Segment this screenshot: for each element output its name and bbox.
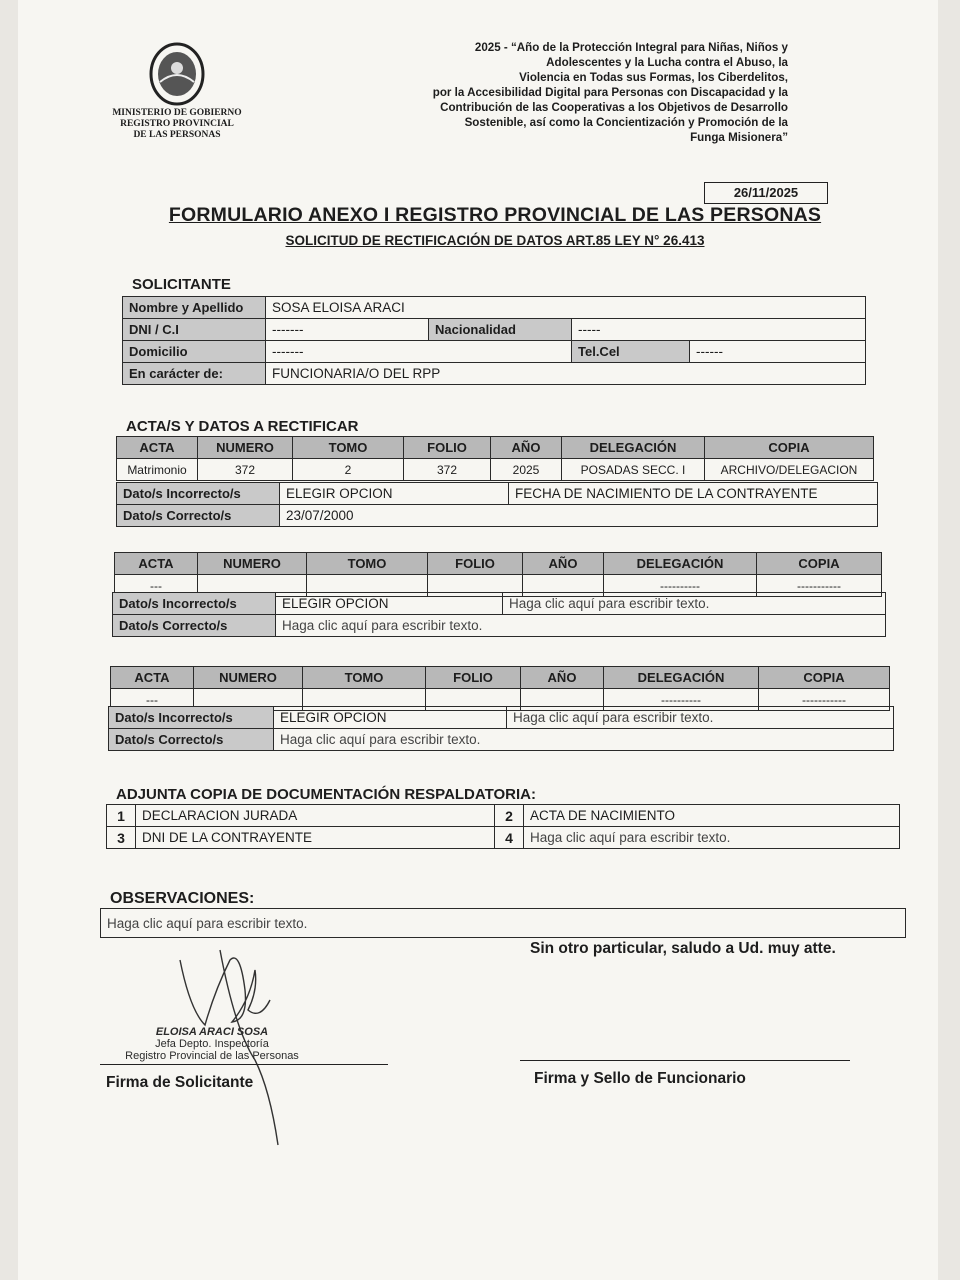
incorrect-label: Dato/s Incorrecto/s [117, 483, 280, 505]
page-title: FORMULARIO ANEXO I REGISTRO PROVINCIAL DE LAS PERSONAS [168, 204, 822, 226]
table-row [107, 805, 900, 827]
table-row [123, 363, 866, 385]
col-copia: COPIA [757, 553, 882, 575]
col-acta: ACTA [117, 437, 198, 459]
domicilio-field[interactable]: ------- [266, 341, 572, 363]
nacionalidad-label: Nacionalidad [429, 319, 572, 341]
doc-item-4[interactable]: Haga clic aquí para escribir texto. [524, 827, 900, 849]
acta-block-1-datos [116, 482, 878, 527]
year-motto: 2025 - “Año de la Protección Integral para Niñas, Niños y Adolescentes y la Lucha contra el Abuso, la Violencia en Todas sus Formas, los Ciberdelitos, por la Accesibilidad Digital para Personas con Discapacidad y la Contribución de las Cooperativas a los Objetivos de Desarrollo Sostenible, así como la Concientización y Promoción de la Funga Misionera” [432, 41, 788, 144]
col-numero: NUMERO [198, 553, 307, 575]
official-stamp [112, 1026, 312, 1062]
cell-delegacion[interactable]: POSADAS SECC. I [562, 459, 705, 481]
observaciones-field[interactable]: Haga clic aquí para escribir texto. [101, 909, 906, 938]
acta-block-3 [110, 666, 890, 711]
incorrect-text-field[interactable]: Haga clic aquí para escribir texto. [503, 593, 886, 615]
doc-number: 4 [495, 827, 524, 849]
correct-label: Dato/s Correcto/s [117, 505, 280, 527]
dni-field[interactable]: ------- [266, 319, 429, 341]
closing-text: Sin otro particular, saludo a Ud. muy atte. [530, 940, 836, 957]
cell-acta[interactable]: Matrimonio [117, 459, 198, 481]
acta-block-2-datos [112, 592, 886, 637]
incorrect-text-field[interactable]: FECHA DE NACIMIENTO DE LA CONTRAYENTE [509, 483, 878, 505]
cell-acta[interactable]: --- [111, 689, 194, 711]
domicilio-label: Domicilio [123, 341, 266, 363]
signature-line-funcionario [520, 1060, 850, 1061]
correct-text-field[interactable]: 23/07/2000 [280, 505, 878, 527]
table-header-row [115, 553, 882, 575]
name-field[interactable]: SOSA ELOISA ARACI [266, 297, 866, 319]
col-tomo: TOMO [303, 667, 426, 689]
table-header-row [111, 667, 890, 689]
stamp-name: ELOISA ARACI SOSA [155, 1026, 269, 1038]
col-numero: NUMERO [198, 437, 293, 459]
page-subtitle: SOLICITUD DE RECTIFICACIÓN DE DATOS ART.85 LEY N° 26.413 [285, 233, 705, 248]
acta-block-3-datos [108, 706, 894, 751]
stamp-org: Registro Provincial de las Personas [125, 1050, 299, 1062]
table-row [113, 593, 886, 615]
col-delegacion: DELEGACIÓN [604, 553, 757, 575]
col-acta: ACTA [111, 667, 194, 689]
table-row [117, 505, 878, 527]
table-row [117, 483, 878, 505]
col-delegacion: DELEGACIÓN [562, 437, 705, 459]
col-tomo: TOMO [293, 437, 404, 459]
table-header-row [117, 437, 874, 459]
seal-line: MINISTERIO DE GOBIERNO [112, 108, 242, 118]
col-copia: COPIA [705, 437, 874, 459]
incorrect-option-select[interactable]: ELEGIR OPCION [280, 483, 509, 505]
col-folio: FOLIO [426, 667, 521, 689]
section-solicitante: SOLICITANTE [132, 276, 231, 293]
table-row [109, 707, 894, 729]
doc-item-2[interactable]: ACTA DE NACIMIENTO [524, 805, 900, 827]
solicitante-table [122, 296, 866, 385]
section-actas: ACTA/S Y DATOS A RECTIFICAR [126, 418, 359, 435]
table-row [123, 319, 866, 341]
incorrect-option-select[interactable]: ELEGIR OPCION [274, 707, 507, 729]
table-row [113, 615, 886, 637]
incorrect-label: Dato/s Incorrecto/s [113, 593, 276, 615]
table-row [117, 459, 874, 481]
cell-numero[interactable]: 372 [198, 459, 293, 481]
signature-line-solicitante [100, 1064, 388, 1065]
col-tomo: TOMO [307, 553, 428, 575]
cell-copia[interactable]: ----------- [757, 575, 882, 597]
table-row [123, 297, 866, 319]
nacionalidad-field[interactable]: ----- [572, 319, 866, 341]
acta-block-1 [116, 436, 874, 481]
col-anio: AÑO [523, 553, 604, 575]
cell-anio[interactable]: 2025 [491, 459, 562, 481]
col-folio: FOLIO [404, 437, 491, 459]
ministry-seal [112, 38, 242, 141]
col-anio: AÑO [491, 437, 562, 459]
acta-block-2 [114, 552, 882, 597]
correct-text-field[interactable]: Haga clic aquí para escribir texto. [274, 729, 894, 751]
col-folio: FOLIO [428, 553, 523, 575]
col-acta: ACTA [115, 553, 198, 575]
col-copia: COPIA [759, 667, 890, 689]
table-row [107, 827, 900, 849]
provincial-seal-icon [146, 38, 208, 108]
cell-folio[interactable]: 372 [404, 459, 491, 481]
name-label: Nombre y Apellido [123, 297, 266, 319]
incorrect-option-select[interactable]: ELEGIR OPCION [276, 593, 503, 615]
cell-delegacion[interactable]: ---------- [604, 575, 757, 597]
tel-field[interactable]: ------ [690, 341, 866, 363]
seal-line: REGISTRO PROVINCIAL [120, 119, 234, 129]
cell-copia[interactable]: ARCHIVO/DELEGACION [705, 459, 874, 481]
section-observaciones: OBSERVACIONES: [110, 890, 255, 907]
cell-copia[interactable]: ----------- [759, 689, 890, 711]
form-date[interactable]: 26/11/2025 [704, 182, 828, 204]
stamp-role: Jefa Depto. Inspectoría [155, 1038, 269, 1050]
cell-acta[interactable]: --- [115, 575, 198, 597]
section-documentacion: ADJUNTA COPIA DE DOCUMENTACIÓN RESPALDATORIA: [116, 786, 536, 803]
col-anio: AÑO [521, 667, 604, 689]
cell-delegacion[interactable]: ---------- [604, 689, 759, 711]
col-numero: NUMERO [194, 667, 303, 689]
doc-item-1[interactable]: DECLARACION JURADA [136, 805, 495, 827]
firma-solicitante-label: Firma de Solicitante [106, 1074, 254, 1091]
caracter-field[interactable]: FUNCIONARIA/O DEL RPP [266, 363, 866, 385]
correct-label: Dato/s Correcto/s [109, 729, 274, 751]
doc-number: 1 [107, 805, 136, 827]
incorrect-label: Dato/s Incorrecto/s [109, 707, 274, 729]
col-delegacion: DELEGACIÓN [604, 667, 759, 689]
firma-funcionario-label: Firma y Sello de Funcionario [534, 1070, 746, 1087]
table-row [109, 729, 894, 751]
seal-line: DE LAS PERSONAS [133, 130, 221, 140]
documentacion-table [106, 804, 900, 849]
doc-item-3[interactable]: DNI DE LA CONTRAYENTE [136, 827, 495, 849]
tel-label: Tel.Cel [572, 341, 690, 363]
incorrect-text-field[interactable]: Haga clic aquí para escribir texto. [507, 707, 894, 729]
table-row [123, 341, 866, 363]
cell-tomo[interactable]: 2 [293, 459, 404, 481]
correct-text-field[interactable]: Haga clic aquí para escribir texto. [276, 615, 886, 637]
correct-label: Dato/s Correcto/s [113, 615, 276, 637]
caracter-label: En carácter de: [123, 363, 266, 385]
doc-number: 3 [107, 827, 136, 849]
doc-number: 2 [495, 805, 524, 827]
dni-label: DNI / C.I [123, 319, 266, 341]
